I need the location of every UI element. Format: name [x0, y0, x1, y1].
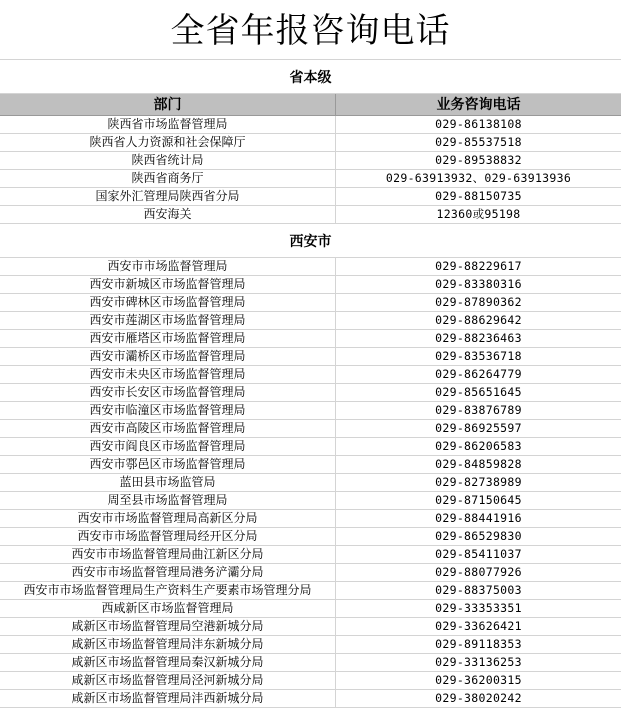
phone-cell: 029-86529830: [435, 529, 522, 543]
department-cell: 西安市市场监督管理局曲江新区分局: [0, 546, 336, 563]
phone-cell: 029-87890362: [435, 295, 522, 309]
department-cell: 咸新区市场监督管理局沣西新城分局: [0, 690, 336, 707]
section-heading-provincial: 省本级: [0, 60, 621, 94]
xian-rows: [0, 258, 621, 708]
phone-cell: 029-87150645: [435, 493, 522, 507]
table-row: [0, 170, 621, 188]
phone-cell: 029-86138108: [435, 117, 522, 131]
phone-cell: 029-88441916: [435, 511, 522, 525]
table-row: [0, 582, 621, 600]
table-row: [0, 134, 621, 152]
department-cell: 西安市市场监督管理局经开区分局: [0, 528, 336, 545]
department-cell: 西安市市场监督管理局: [0, 258, 336, 275]
department-cell: 西安市高陵区市场监督管理局: [0, 420, 336, 437]
phone-cell: 12360或95198: [436, 207, 521, 221]
phone-cell: 029-85537518: [435, 135, 522, 149]
phone-cell: 029-84859828: [435, 457, 522, 471]
table-row: [0, 654, 621, 672]
table-row: [0, 474, 621, 492]
department-cell: 西安市市场监督管理局港务浐灞分局: [0, 564, 336, 581]
table-row: [0, 116, 621, 134]
department-cell: 陕西省市场监督管理局: [0, 116, 336, 133]
department-cell: 西安市阎良区市场监督管理局: [0, 438, 336, 455]
phone-cell: 029-33136253: [435, 655, 522, 669]
phone-cell: 029-38020242: [435, 691, 522, 705]
table-row: [0, 152, 621, 170]
table-row: [0, 276, 621, 294]
phone-cell: 029-33353351: [435, 601, 522, 615]
table-row: [0, 188, 621, 206]
phone-cell: 029-89538832: [435, 153, 522, 167]
phone-cell: 029-89118353: [435, 637, 522, 651]
department-cell: 西安市碑林区市场监督管理局: [0, 294, 336, 311]
department-cell: 西安市长安区市场监督管理局: [0, 384, 336, 401]
department-cell: 咸新区市场监督管理局沣东新城分局: [0, 636, 336, 653]
phone-cell: 029-86264779: [435, 367, 522, 381]
department-cell: 西咸新区市场监督管理局: [0, 600, 336, 617]
department-cell: 咸新区市场监督管理局泾河新城分局: [0, 672, 336, 689]
provincial-rows: [0, 116, 621, 224]
column-header-department: 部门: [0, 94, 336, 115]
department-cell: 西安市鄠邑区市场监督管理局: [0, 456, 336, 473]
table-row: [0, 294, 621, 312]
table-row: [0, 438, 621, 456]
table-row: [0, 258, 621, 276]
department-cell: 西安市雁塔区市场监督管理局: [0, 330, 336, 347]
section-heading-xian: 西安市: [0, 224, 621, 258]
table-row: [0, 618, 621, 636]
table-row: [0, 330, 621, 348]
table-row: [0, 600, 621, 618]
table-row: [0, 384, 621, 402]
table-row: [0, 690, 621, 708]
department-cell: 陕西省商务厅: [0, 170, 336, 187]
phone-cell: 029-88150735: [435, 189, 522, 203]
phone-cell: 029-63913932、029-63913936: [385, 171, 572, 185]
table-row: [0, 546, 621, 564]
department-cell: 西安市莲湖区市场监督管理局: [0, 312, 336, 329]
phone-cell: 029-85411037: [435, 547, 522, 561]
table-header: [0, 94, 621, 116]
table-row: [0, 420, 621, 438]
department-cell: 国家外汇管理局陕西省分局: [0, 188, 336, 205]
table-row: [0, 636, 621, 654]
table-row: [0, 402, 621, 420]
phone-cell: 029-83536718: [435, 349, 522, 363]
phone-cell: 029-86925597: [435, 421, 522, 435]
phone-cell: 029-88236463: [435, 331, 522, 345]
phone-cell: 029-33626421: [435, 619, 522, 633]
department-cell: 蓝田县市场监管局: [0, 474, 336, 491]
department-cell: 西安市未央区市场监督管理局: [0, 366, 336, 383]
department-cell: 陕西省统计局: [0, 152, 336, 169]
phone-cell: 029-88375003: [435, 583, 522, 597]
page-title: 全省年报咨询电话: [0, 0, 621, 60]
department-cell: 周至县市场监督管理局: [0, 492, 336, 509]
department-cell: 咸新区市场监督管理局空港新城分局: [0, 618, 336, 635]
phone-cell: 029-85651645: [435, 385, 522, 399]
department-cell: 西安市新城区市场监督管理局: [0, 276, 336, 293]
department-cell: 西安市灞桥区市场监督管理局: [0, 348, 336, 365]
table-row: [0, 456, 621, 474]
phone-cell: 029-82738989: [435, 475, 522, 489]
phone-cell: 029-88077926: [435, 565, 522, 579]
phone-cell: 029-88629642: [435, 313, 522, 327]
table-row: [0, 672, 621, 690]
phone-cell: 029-88229617: [435, 259, 522, 273]
table-row: [0, 366, 621, 384]
table-row: [0, 206, 621, 224]
department-cell: 陕西省人力资源和社会保障厅: [0, 134, 336, 151]
department-cell: 西安市市场监督管理局生产资料生产要素市场管理分局: [0, 582, 336, 599]
department-cell: 西安市临潼区市场监督管理局: [0, 402, 336, 419]
table-row: [0, 528, 621, 546]
phone-cell: 029-86206583: [435, 439, 522, 453]
phone-cell: 029-83380316: [435, 277, 522, 291]
table-row: [0, 312, 621, 330]
phone-cell: 029-36200315: [435, 673, 522, 687]
table-row: [0, 492, 621, 510]
table-row: [0, 510, 621, 528]
department-cell: 西安市市场监督管理局高新区分局: [0, 510, 336, 527]
department-cell: 咸新区市场监督管理局秦汉新城分局: [0, 654, 336, 671]
column-header-phone: 业务咨询电话: [436, 97, 521, 113]
table-row: [0, 564, 621, 582]
department-cell: 西安海关: [0, 206, 336, 223]
table-row: [0, 348, 621, 366]
phone-cell: 029-83876789: [435, 403, 522, 417]
